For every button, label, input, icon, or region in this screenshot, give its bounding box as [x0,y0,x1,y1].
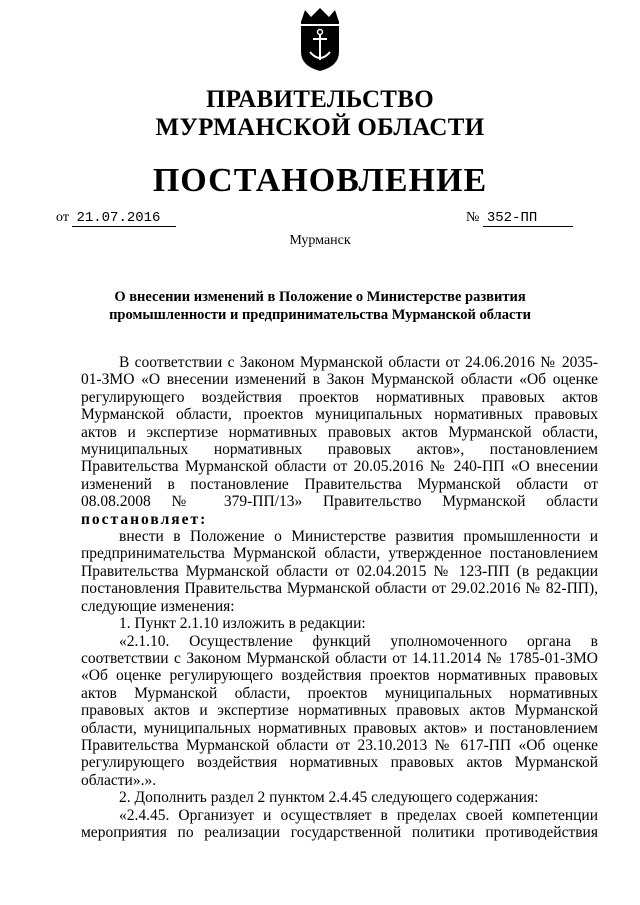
document-subject [90,288,550,324]
paragraph-item-2: 2. Дополнить раздел 2 пунктом 2.4.45 следующего содержания: [119,789,539,807]
government-title-line1: ПРАВИТЕЛЬСТВО [206,86,434,113]
city: Мурманск [289,233,351,248]
date-value: 21.07.2016 [72,210,176,227]
preamble-text: В соответствии с Законом Мурманской области от 24.06.2016 № 2035-01-ЗМО «О внесении изменений в Закон Мурманской области «Об оценке регулирующего воздействия проектов нормативных правовых актов Мурманской области, проектов муниципальных нормативных правовых актов и экспертизе нормативных правовых актов Мурманской области, муниципальных нормативных правовых актов», постановлением Правительства Мурманской области от 20.05.2016 № 240-ПП «О внесении изменений в постановление Правительства Мурманской области от 08.08.2008 № 379-ПП/13» Правительство Мурманской области [81,354,598,511]
number-value: 352-ПП [483,210,573,227]
date-prefix: от [56,210,69,225]
paragraph-intro: внести в Положение о Министерстве развития промышленности и предпринимательства Мурманской области, утвержденное постановлением Правительства Мурманской области от 02.04.2015 № 123-ПП (в редакции постановления Правительства Мурманской области от 29.02.2016 № 82-ПП), следующие изменения: [81,528,598,615]
date-field [56,210,176,227]
number-prefix: № [466,210,480,225]
paragraph-item-2-1-10: «2.1.10. Осуществление функций уполномоченного органа в соответствии с Законом Мурманской области от 14.11.2014 № 1785-01-ЗМО «Об оценке регулирующего воздействия проектов нормативных правовых актов Мурманской области, проектов муниципальных нормативных правовых актов и экспертизе нормативных правовых актов Мурманской области, муниципальных нормативных правовых актов» и постановлением Правительства Мурманской области от 23.10.2013 № 617-ПП «Об оценке регулирующего воздействия нормативных правовых актов Мурманской области».». [81,632,598,789]
number-field [466,210,573,227]
government-title-line2: МУРМАНСКОЙ ОБЛАСТИ [155,114,485,141]
document-body [81,354,598,841]
resolves-word: постановляет: [81,510,208,528]
paragraph-preamble [81,354,598,528]
coat-of-arms-icon [293,8,347,72]
document-type: ПОСТАНОВЛЕНИЕ [152,162,488,199]
subject-line2: промышленности и предпринимательства Мурманской области [109,307,531,323]
subject-line1: О внесении изменений в Положение о Министерстве развития [114,289,526,305]
paragraph-item-1: 1. Пункт 2.1.10 изложить в редакции: [119,615,366,633]
paragraph-item-2-4-45: «2.4.45. Организует и осуществляет в пределах своей компетенции мероприятия по реализации государственной политики противодействия [81,806,598,841]
